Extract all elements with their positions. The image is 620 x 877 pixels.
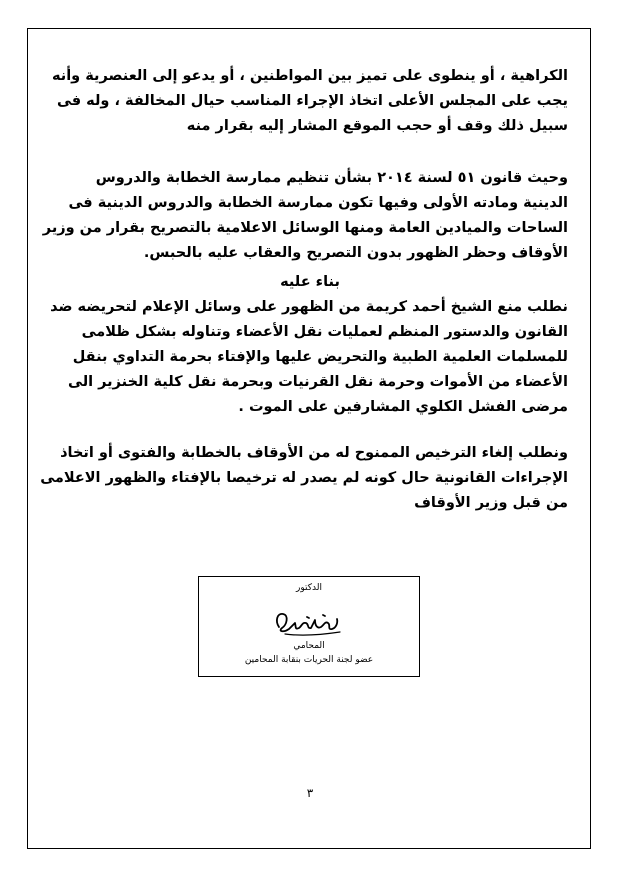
text-line: سبيل ذلك وقف أو حجب الموقع المشار إليه بقرار منه [186, 118, 568, 134]
text-line: للمسلمات العلمية الطبية والتحريض عليها والإفتاء بحرمة التداوي بنقل [72, 349, 568, 365]
text-line: الكراهية ، أو ينطوى على تميز بين المواطنين ، أو يدعو إلى العنصرية وأنه [51, 68, 568, 84]
text-line: مرضى الفشل الكلوي المشارفين على الموت . [238, 399, 568, 415]
page-border [27, 28, 591, 849]
text-line: الأوقاف وحظر الظهور بدون التصريح والعقاب عليه بالحبس. [143, 245, 568, 261]
text-line: القانون والدستور المنظم لعمليات نقل الأعضاء وتناوله بشكل ظلامى [81, 324, 568, 340]
signature-title: الدكتور [296, 583, 322, 593]
text-line: الأعضاء من الأموات وحرمة نقل القرنيات وبحرمة نقل كلية الخنزير الى [68, 374, 568, 390]
text-line: الساحات والميادين العامة ومنها الوسائل الاعلامية بالتصريح بقرار من وزير [42, 220, 568, 236]
page-number: ٣ [306, 786, 314, 800]
paragraph-4 [40, 441, 568, 516]
text-line: نطلب منع الشيخ أحمد كريمة من الظهور على وسائل الإعلام لتحريضه ضد [50, 299, 568, 315]
signature-affiliation: عضو لجنة الحريات بنقابة المحامين [244, 655, 374, 665]
signature-role: المحامي [293, 641, 325, 651]
text-line: يجب على المجلس الأعلى اتخاذ الإجراء المناسب حيال المخالفة ، وله فى [56, 93, 568, 109]
paragraph-3 [52, 295, 568, 420]
text-line: وحيث قانون ٥١ لسنة ٢٠١٤ بشأن تنظيم ممارسة الخطابة والدروس [95, 170, 568, 186]
paragraph-2 [42, 166, 568, 266]
section-heading: بناء عليه [280, 274, 340, 290]
paragraph-1 [52, 64, 568, 139]
text-line: من قبل وزير الأوقاف [414, 495, 568, 511]
text-line: الإجراءات القانونية حال كونه لم يصدر له ترخيصا بالإفتاء والظهور الاعلامى [40, 470, 568, 486]
text-line: ونطلب إلغاء الترخيص الممنوح له من الأوقاف بالخطابة والفتوى أو اتخاذ [60, 445, 568, 461]
handwritten-signature [265, 601, 355, 641]
signature-block [198, 576, 420, 677]
text-line: الدينية ومادته الأولى وفيها تكون ممارسة الخطابة والدروس الدينية فى [68, 195, 568, 211]
